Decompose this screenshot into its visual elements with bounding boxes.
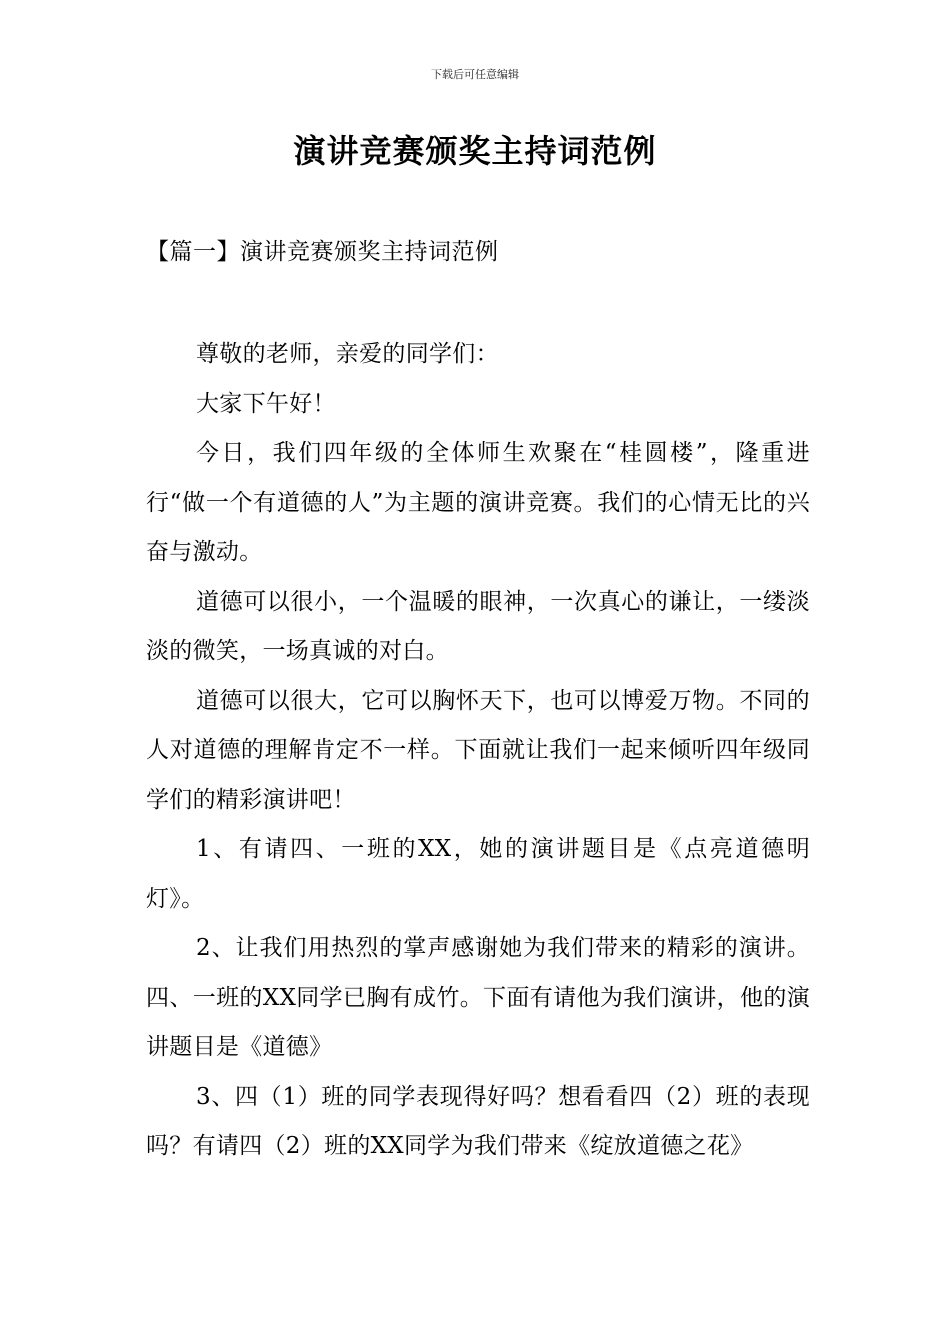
paragraph-item-2: 2、让我们用热烈的掌声感谢她为我们带来的精彩的演讲。四、一班的XX同学已胸有成竹。下面有请他为我们演讲，他的演讲题目是《道德》 <box>146 935 810 1060</box>
paragraph-greeting: 尊敬的老师，亲爱的同学们： <box>196 341 499 367</box>
paragraph-item-3: 3、四（1）班的同学表现得好吗？想看看四（2）班的表现吗？有请四（2）班的XX同学为我们带来《绽放道德之花》 <box>146 1083 810 1159</box>
header-note: 下载后可任意编辑 <box>431 68 519 81</box>
paragraph-intro: 今日，我们四年级的全体师生欢聚在“桂圆楼”，隆重进行“做一个有道德的人”为主题的演讲竞赛。我们的心情无比的兴奋与激动。 <box>146 440 810 565</box>
section-heading: 【篇一】演讲竞赛颁奖主持词范例 <box>146 239 499 265</box>
paragraph-item-1: 1、有请四、一班的XX，她的演讲题目是《点亮道德明灯》。 <box>146 836 810 912</box>
paragraph-large: 道德可以很大，它可以胸怀天下，也可以博爱万物。不同的人对道德的理解肯定不一样。下面就让我们一起来倾听四年级同学们的精彩演讲吧！ <box>146 687 810 813</box>
paragraph-small: 道德可以很小，一个温暖的眼神，一次真心的谦让，一缕淡淡的微笑，一场真诚的对白。 <box>146 588 810 664</box>
page-title: 演讲竞赛颁奖主持词范例 <box>293 132 657 170</box>
document-body <box>146 330 810 1172</box>
paragraph-salutation: 大家下午好！ <box>196 390 336 417</box>
